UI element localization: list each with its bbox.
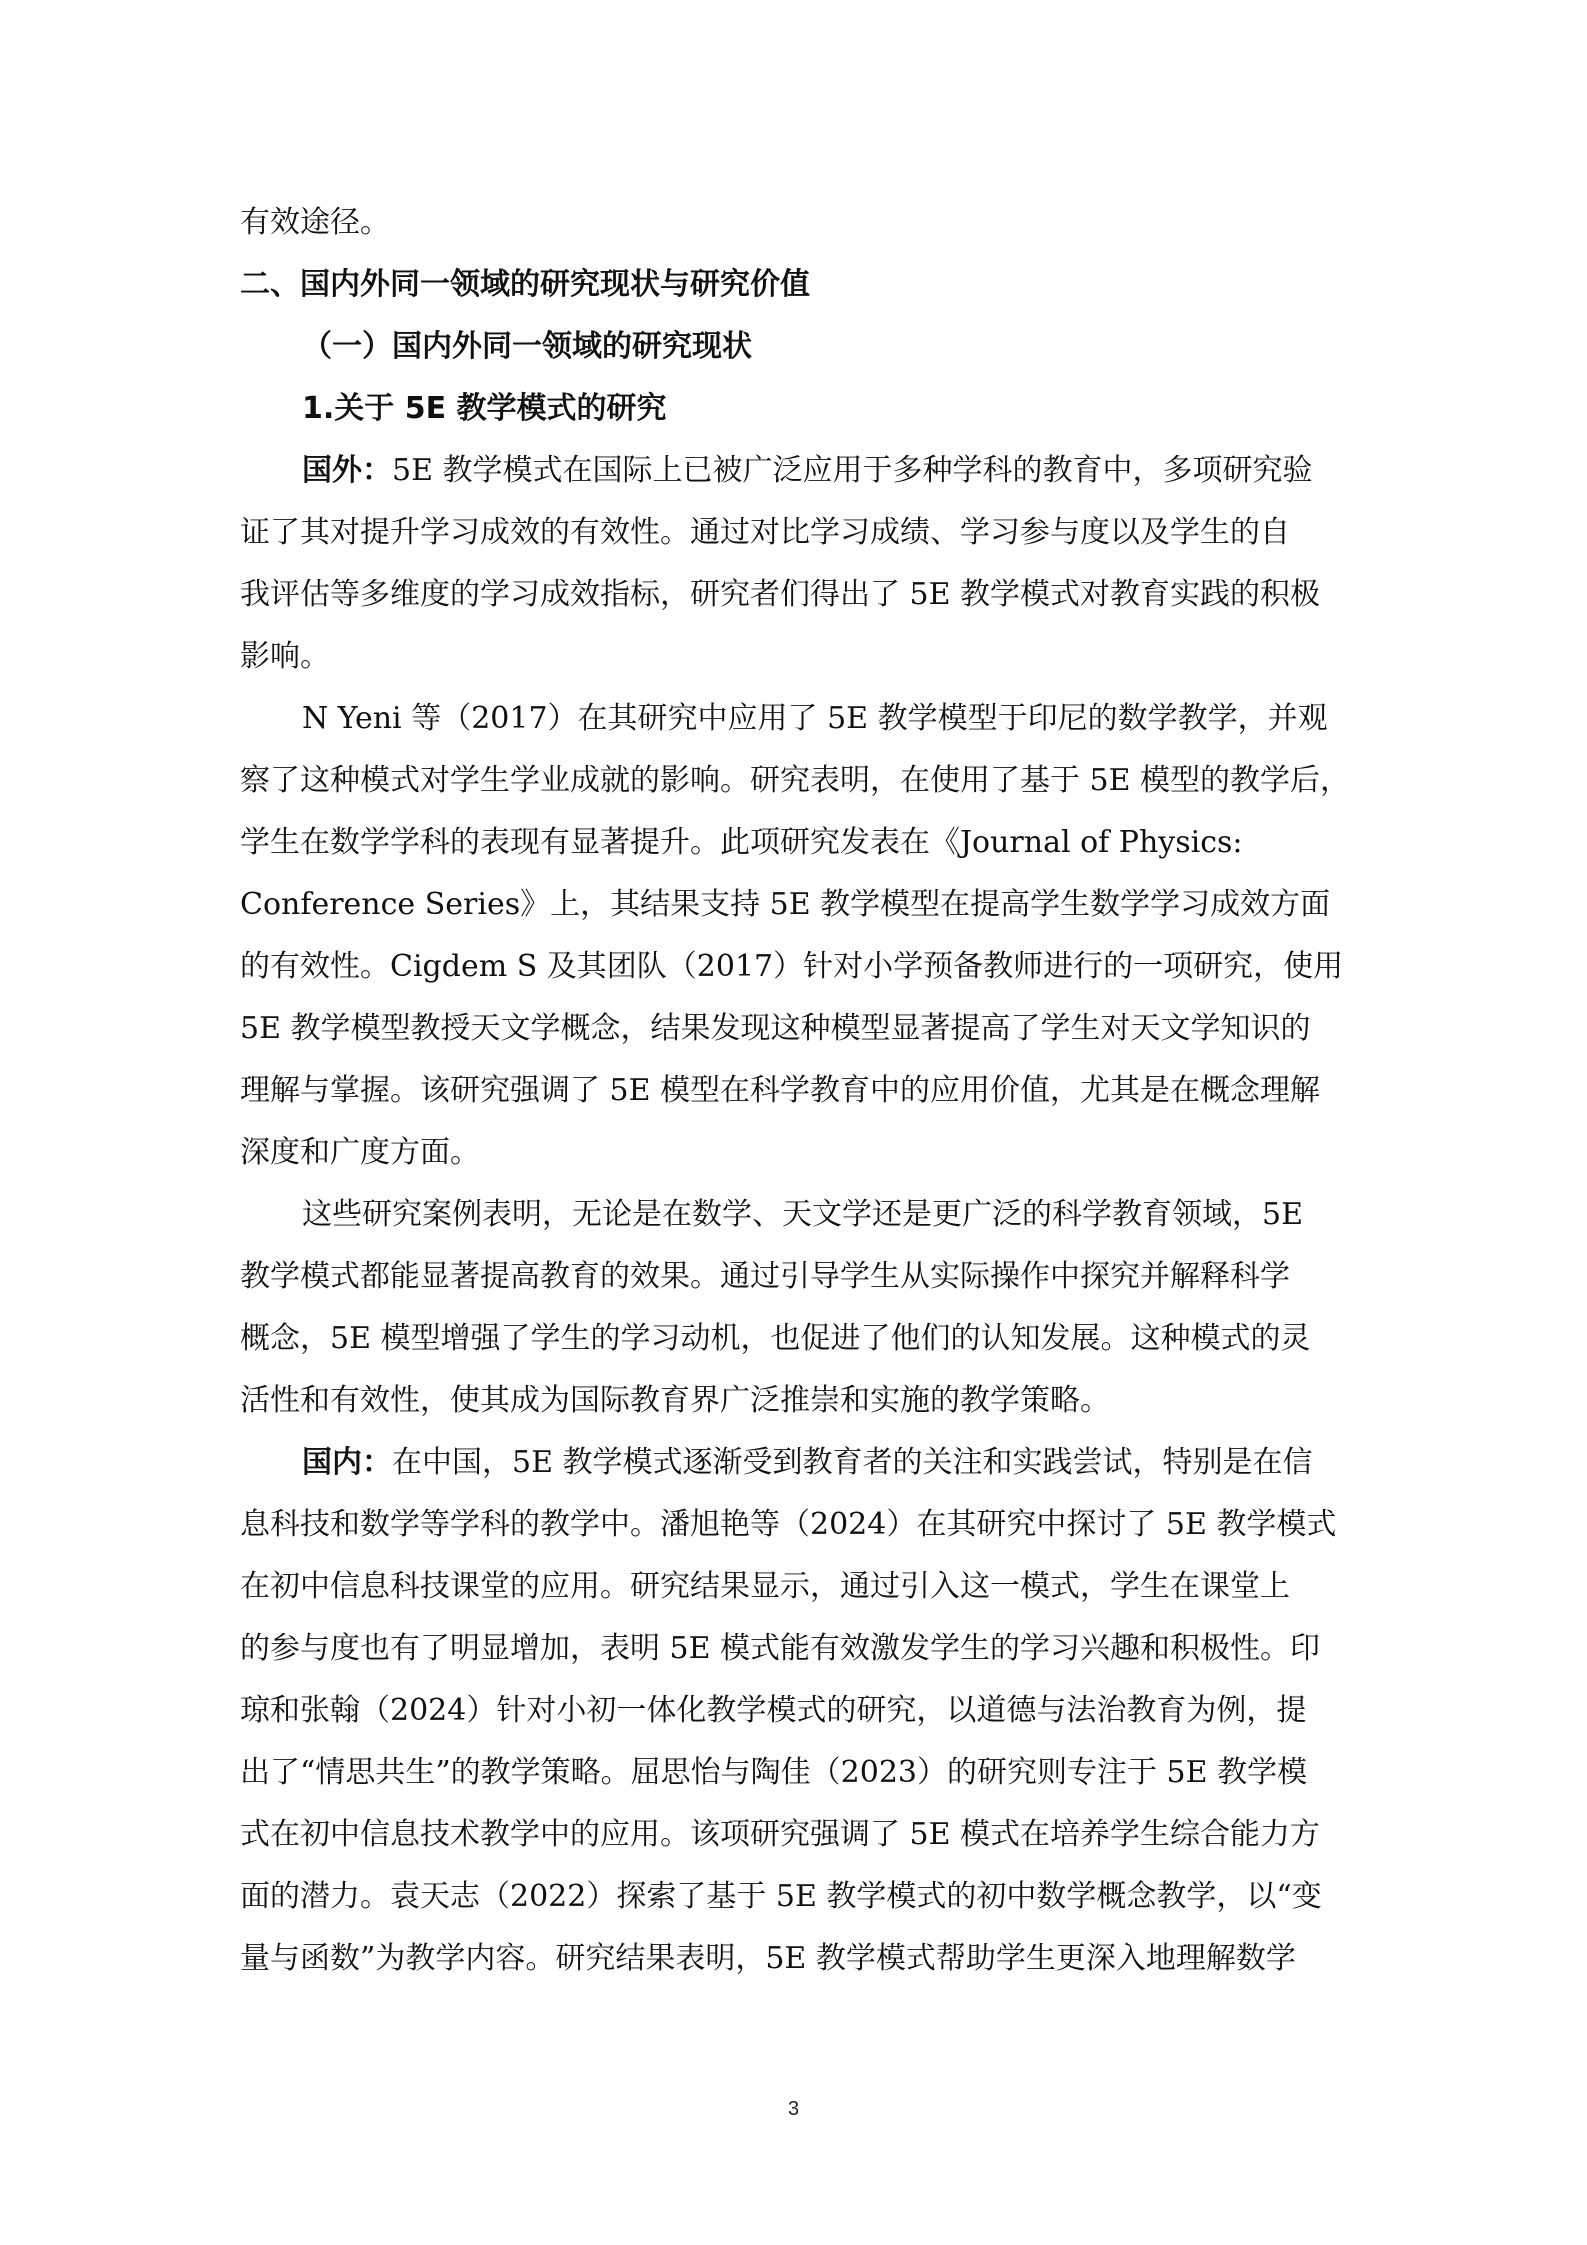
paragraph-line: 的有效性。Cigdem S 及其团队（2017）针对小学预备教师进行的一项研究，使用 — [240, 949, 1344, 984]
paragraph-line: 概念，5E 模型增强了学生的学习动机，也促进了他们的认知发展。这种模式的灵 — [240, 1321, 1311, 1356]
paragraph-line: 琼和张翰（2024）针对小初一体化教学模式的研究，以道德与法治教育为例，提 — [240, 1693, 1307, 1728]
paragraph-yeni — [240, 688, 1356, 1184]
page-number: 3 — [787, 2098, 800, 2120]
paragraph-line: 面的潜力。袁天志（2022）探索了基于 5E 教学模式的初中数学概念教学，以“变 — [240, 1879, 1322, 1914]
subsection-heading: （一）国内外同一领域的研究现状 — [302, 329, 752, 364]
paragraph-line: 教学模式都能显著提高教育的效果。通过引导学生从实际操作中探究并解释科学 — [240, 1259, 1290, 1294]
continuation-line: 有效途径。 — [240, 205, 390, 240]
paragraph-line: 证了其对提升学习成效的有效性。通过对比学习成绩、学习参与度以及学生的自 — [240, 515, 1290, 550]
paragraph-lead-label: 国内： — [302, 1445, 392, 1480]
paragraph-line: 这些研究案例表明，无论是在数学、天文学还是更广泛的科学教育领域，5E — [302, 1197, 1303, 1232]
paragraph-lead-label: 国外： — [302, 453, 392, 488]
paragraph-line: 理解与掌握。该研究强调了 5E 模型在科学教育中的应用价值，尤其是在概念理解 — [240, 1073, 1321, 1108]
paragraph-line: 息科技和数学等学科的教学中。潘旭艳等（2024）在其研究中探讨了 5E 教学模式 — [240, 1507, 1337, 1542]
paragraph-line: 5E 教学模型教授天文学概念，结果发现这种模型显著提高了学生对天文学知识的 — [240, 1011, 1311, 1046]
paragraph-line: 在初中信息科技课堂的应用。研究结果显示，通过引入这一模式，学生在课堂上 — [240, 1569, 1290, 1604]
section-heading: 二、国内外同一领域的研究现状与研究价值 — [240, 267, 810, 302]
paragraph-line: 式在初中信息技术教学中的应用。该项研究强调了 5E 模式在培养学生综合能力方 — [240, 1817, 1321, 1852]
paragraph-line: 察了这种模式对学生学业成就的影响。研究表明，在使用了基于 5E 模型的教学后， — [240, 763, 1351, 798]
paragraph-summary — [240, 1184, 1356, 1432]
paragraph-line: 出了“情思共生”的教学策略。屈思怡与陶佳（2023）的研究则专注于 5E 教学模 — [240, 1755, 1308, 1790]
paragraph-line: 量与函数”为教学内容。研究结果表明，5E 教学模式帮助学生更深入地理解数学 — [240, 1941, 1296, 1976]
paragraph-line: Conference Series》上，其结果支持 5E 教学模型在提高学生数学学习成效方面 — [240, 887, 1331, 922]
paragraph-line: 学生在数学学科的表现有显著提升。此项研究发表在《Journal of Physics: — [240, 825, 1243, 860]
item-heading: 1.关于 5E 教学模式的研究 — [302, 391, 667, 426]
paragraph-line: 我评估等多维度的学习成效指标，研究者们得出了 5E 教学模式对教育实践的积极 — [240, 577, 1321, 612]
paragraph-line: 影响。 — [240, 639, 330, 674]
paragraph-foreign — [240, 440, 1356, 688]
paragraph-domestic — [240, 1432, 1356, 1990]
paragraph-line: 深度和广度方面。 — [240, 1135, 480, 1170]
paragraph-line: 国外：5E 教学模式在国际上已被广泛应用于多种学科的教育中，多项研究验 — [302, 453, 1313, 488]
paragraph-line: 国内：在中国，5E 教学模式逐渐受到教育者的关注和实践尝试，特别是在信 — [302, 1445, 1313, 1480]
paragraph-line: 的参与度也有了明显增加，表明 5E 模式能有效激发学生的学习兴趣和积极性。印 — [240, 1631, 1321, 1666]
paragraph-line: N Yeni 等（2017）在其研究中应用了 5E 教学模型于印尼的数学教学，并观 — [302, 701, 1328, 736]
document-body — [240, 192, 1356, 1990]
paragraph-line: 活性和有效性，使其成为国际教育界广泛推崇和实施的教学策略。 — [240, 1383, 1110, 1418]
